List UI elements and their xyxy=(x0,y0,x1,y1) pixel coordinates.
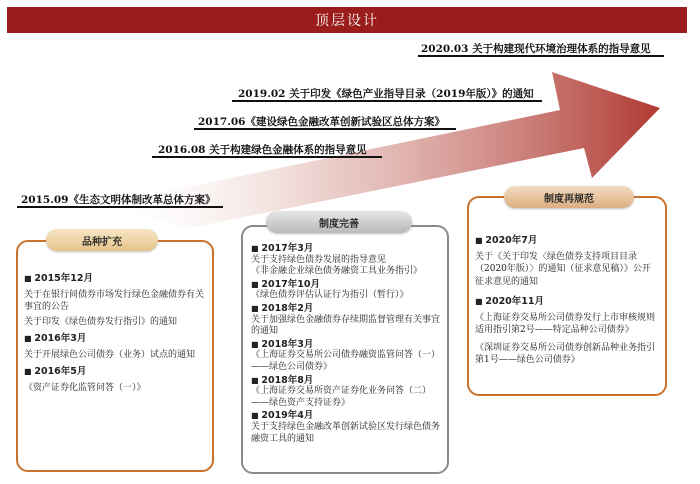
page-title: 顶层设计 xyxy=(315,13,379,29)
panel-date: ■ 2020年7月 xyxy=(475,235,659,248)
timeline-item: 2016.08 关于构建绿色金融体系的指导意见 xyxy=(158,144,367,156)
panel-item: 关于支持绿色债券发展的指导意见 xyxy=(251,254,387,265)
panel-date: ■ 2017年10月 xyxy=(251,279,443,291)
panel-date: ■ 2016年5月 xyxy=(24,366,208,379)
timeline-underline xyxy=(152,156,382,158)
panel-item: 关于支持绿色金融改革创新试验区发行绿色债务融资工具的通知 xyxy=(251,421,441,444)
panel-item: 《资产证券化监管问答（一）》 xyxy=(24,382,146,393)
panel-item: 关于开展绿色公司债券（业务）试点的通知 xyxy=(24,349,196,360)
panel-item: 《非金融企业绿色债务融资工具业务指引》 xyxy=(251,266,423,277)
panel-content xyxy=(251,242,443,445)
panel-date: ■ 2017年3月 xyxy=(251,243,443,255)
panel-item: 《深圳证券交易所公司债券创新品种业务指引第1号——绿色公司债券》 xyxy=(475,342,656,365)
panel-item: 关于在银行间债券市场发行绿色金融债券有关事宜的公告 xyxy=(24,289,205,312)
panel-item: 关于加强绿色金融债券存续期监督管理有关事宜的通知 xyxy=(251,314,441,337)
panel-item: 《绿色债券评估认证行为指引（暂行）》 xyxy=(251,290,409,301)
timeline-underline xyxy=(194,128,456,130)
panel-date: ■ 2018年3月 xyxy=(251,339,443,351)
panel-date: ■ 2020年11月 xyxy=(475,296,659,309)
panel-label: 品种扩充 xyxy=(46,229,158,251)
panel-date: ■ 2015年12月 xyxy=(24,273,208,286)
panel-content xyxy=(475,230,659,369)
timeline-underline xyxy=(232,100,542,102)
panel-date: ■ 2018年2月 xyxy=(251,303,443,315)
panel-label: 制度完善 xyxy=(266,211,412,233)
timeline-item: 2019.02 关于印发《绿色产业指导目录（2019年版）》的通知 xyxy=(238,88,534,100)
panel-content xyxy=(24,268,208,396)
panel-label: 制度再规范 xyxy=(504,186,634,208)
panel-item: 关于印发《绿色债券发行指引》的通知 xyxy=(24,316,178,327)
panel-item: 关于《关于印发〈绿色债券支持项目目录（2020年版）〉的通知（征求意见稿）》公开征求意见的通知 xyxy=(475,251,651,287)
timeline-item: 2015.09《生态文明体制改革总体方案》 xyxy=(21,194,216,206)
panel-date: ■ 2016年3月 xyxy=(24,333,208,346)
timeline-underline xyxy=(17,206,223,208)
panel-date: ■ 2019年4月 xyxy=(251,410,443,422)
panel-item: 《上海证券交易所资产证券化业务问答（二）——绿色资产支持证券》 xyxy=(251,386,432,408)
timeline-underline xyxy=(418,55,664,57)
panel-date: ■ 2018年8月 xyxy=(251,375,443,387)
timeline-item: 2017.06《建设绿色金融改革创新试验区总体方案》 xyxy=(198,116,445,128)
panel-item: 《上海证券交易所公司债券发行上市审核规则适用指引第2号——特定品种公司债券》 xyxy=(475,312,656,335)
timeline-item: 2020.03 关于构建现代环境治理体系的指导意见 xyxy=(421,43,651,55)
panel-item: 《上海证券交易所公司债券融资监管问答（一）——绿色公司债券》 xyxy=(251,350,441,372)
